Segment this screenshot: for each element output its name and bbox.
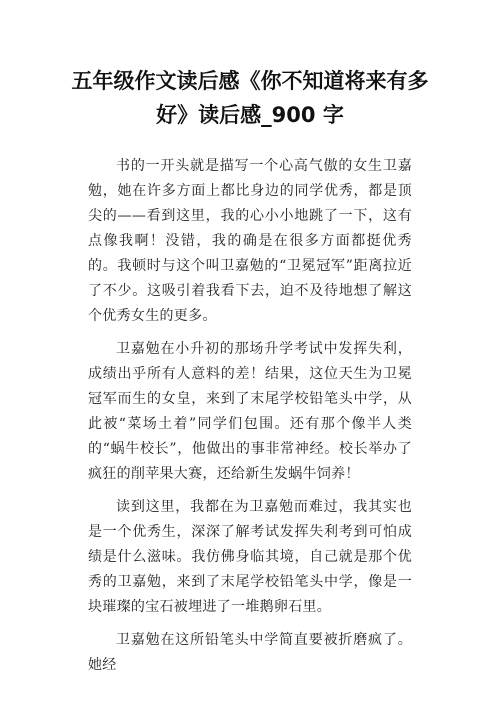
document-body: [88, 154, 412, 686]
paragraph-3: 读到这里，我都在为卫嘉勉而难过，我其实也是一个优秀生，深深了解考试发挥失利考到可怕成绩是什么滋味。我仿佛身临其境，自己就是那个优秀的卫嘉勉，来到了末尾学校铅笔头中学，像是一块璀璨的宝石被埋进了一堆鹅卵石里。: [88, 499, 412, 615]
paragraph-2: 卫嘉勉在小升初的那场升学考试中发挥失利，成绩出乎所有人意料的差！结果，这位天生为卫冕冠军而生的女皇，来到了末尾学校铅笔头中学，从此被“菜场土着”同学们包围。还有那个像半人类的“蜗牛校长”，他做出的事非常神经。校长举办了疯狂的削苹果大赛，还给新生发蜗牛饲养！: [88, 341, 412, 482]
document-title: 五年级作文读后感《你不知道将来有多好》读后感_900 字: [71, 69, 429, 127]
paragraph-1: 书的一开头就是描写一个心高气傲的女生卫嘉勉，她在许多方面上都比身边的同学优秀，都是顶尖的——看到这里，我的心小小地跳了一下，这有点像我啊！没错，我的确是在很多方面都挺优秀的。我顿时与这个叫卫嘉勉的“卫冕冠军”距离拉近了不少。这吸引着我看下去，迫不及待地想了解这个优秀女生的更多。: [88, 158, 412, 324]
paragraph-4: 卫嘉勉在这所铅笔头中学简直要被折磨疯了。她经: [88, 632, 412, 673]
